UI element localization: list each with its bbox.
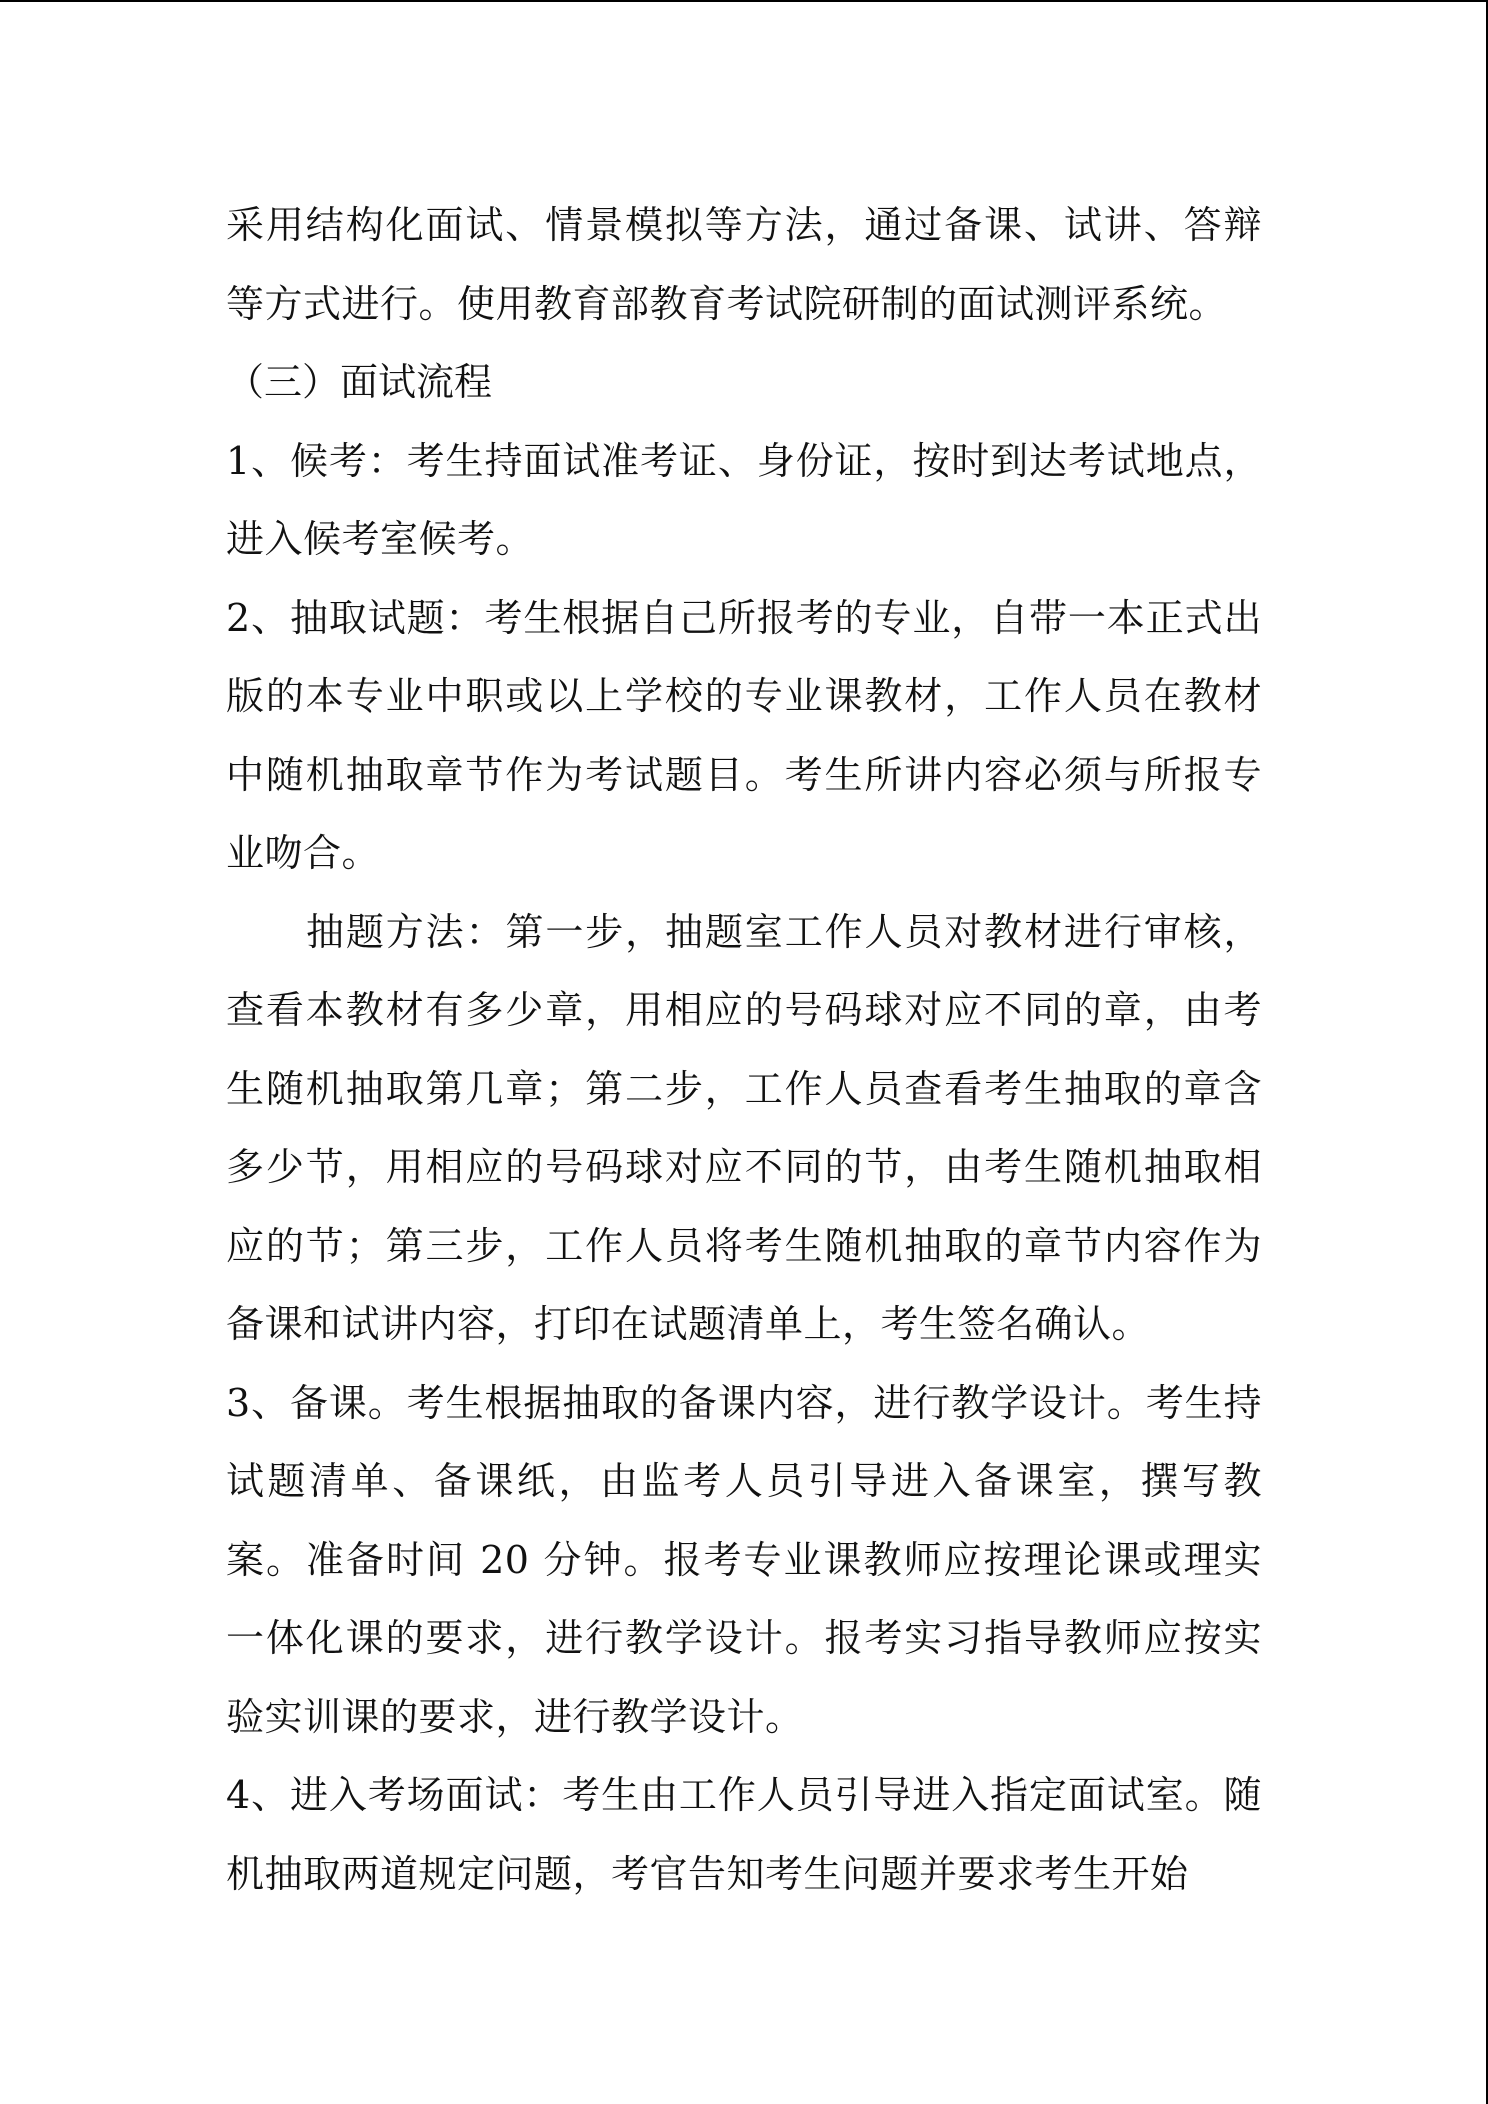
document-page [226,186,1262,1913]
paragraph-interview-method: 采用结构化面试、情景模拟等方法，通过备课、试讲、答辩等方式进行。使用教育部教育考试院研制的面试测评系统。 [226,203,1262,326]
paragraph-step-lesson-prep: 3、备课。考生根据抽取的备课内容，进行教学设计。考生持试题清单、备课纸，由监考人员引导进入备课室，撰写教案。准备时间 20 分钟。报考专业课教师应按理论课或理实一体化课的要求，进行教学设计。报考实习指导教师应按实验实训课的要求，进行教学设计。 [226,1380,1262,1739]
paragraph-step-draw-questions: 2、抽取试题：考生根据自己所报考的专业，自带一本正式出版的本专业中职或以上学校的专业课教材，工作人员在教材中随机抽取章节作为考试题目。考生所讲内容必须与所报专业吻合。 [226,595,1262,875]
paragraph-draw-method: 抽题方法：第一步，抽题室工作人员对教材进行审核，查看本教材有多少章，用相应的号码球对应不同的章，由考生随机抽取第几章；第二步，工作人员查看考生抽取的章含多少节，用相应的号码球对应不同的节，由考生随机抽取相应的节；第三步，工作人员将考生随机抽取的章节内容作为备课和试讲内容，打印在试题清单上，考生签名确认。 [226,909,1262,1346]
paragraph-step-waiting: 1、候考：考生持面试准考证、身份证，按时到达考试地点，进入候考室候考。 [226,438,1262,561]
section-heading-interview-process: （三）面试流程 [226,360,493,404]
paragraph-step-enter-exam-room: 4、进入考场面试：考生由工作人员引导进入指定面试室。随机抽取两道规定问题，考官告知考生问题并要求考生开始 [226,1773,1262,1896]
